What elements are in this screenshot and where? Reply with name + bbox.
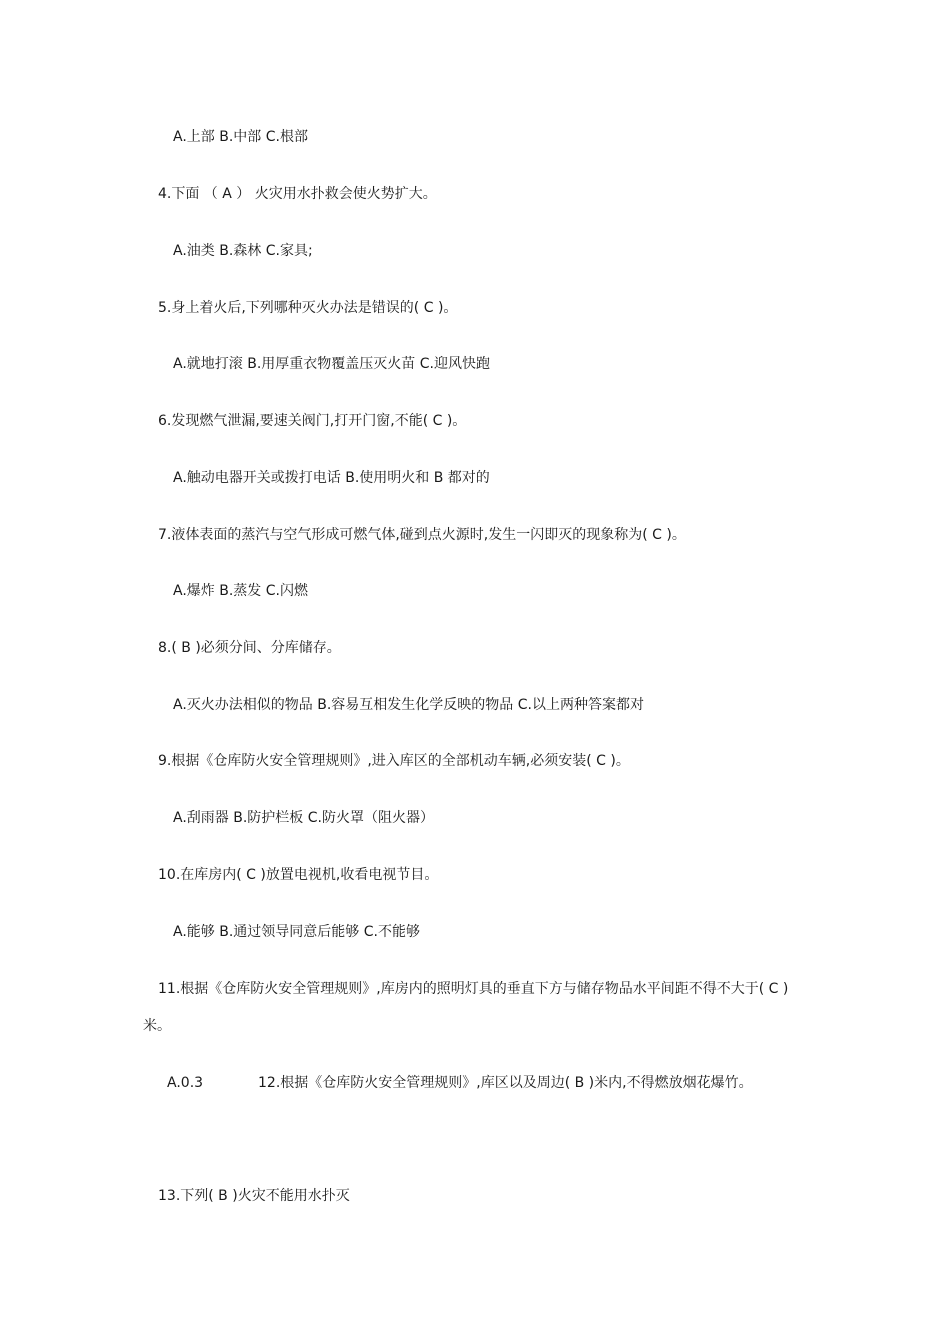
question-11: 11.根据《仓库防火安全管理规则》,库房内的照明灯具的垂直下方与储存物品水平间距不得不大于( C ) xyxy=(158,981,789,997)
question-6: 6.发现燃气泄漏,要速关阀门,打开门窗,不能( C )。 xyxy=(158,413,467,429)
question-11-continuation: 米。 xyxy=(143,1018,171,1034)
option-line-q11: A.0.3 xyxy=(167,1075,204,1091)
question-7: 7.液体表面的蒸汽与空气形成可燃气体,碰到点火源时,发生一闪即灭的现象称为( C )。 xyxy=(158,527,686,543)
option-line-q9: A.刮雨器 B.防护栏板 C.防火罩（阻火器） xyxy=(173,810,434,826)
option-line-q8: A.灭火办法相似的物品 B.容易互相发生化学反映的物品 C.以上两种答案都对 xyxy=(173,697,644,713)
option-line-q6: A.触动电器开关或拨打电话 B.使用明火和 B 都对的 xyxy=(173,470,490,486)
question-10: 10.在库房内( C )放置电视机,收看电视节目。 xyxy=(158,867,439,883)
question-12: 12.根据《仓库防火安全管理规则》,库区以及周边( B )米内,不得燃放烟花爆竹。 xyxy=(258,1075,753,1091)
option-line-q3: A.上部 B.中部 C.根部 xyxy=(173,129,308,145)
option-line-q10: A.能够 B.通过领导同意后能够 C.不能够 xyxy=(173,924,420,940)
option-line-q4: A.油类 B.森林 C.家具; xyxy=(173,243,313,259)
question-9: 9.根据《仓库防火安全管理规则》,进入库区的全部机动车辆,必须安装( C )。 xyxy=(158,753,630,769)
option-line-q7: A.爆炸 B.蒸发 C.闪燃 xyxy=(173,583,308,599)
option-line-q5: A.就地打滚 B.用厚重衣物覆盖压灭火苗 C.迎风快跑 xyxy=(173,356,490,372)
question-13: 13.下列( B )火灾不能用水扑灭 xyxy=(158,1188,350,1204)
question-5: 5.身上着火后,下列哪种灭火办法是错误的( C )。 xyxy=(158,300,458,316)
question-4: 4.下面 （ A ） 火灾用水扑救会使火势扩大。 xyxy=(158,186,437,202)
question-8: 8.( B )必须分间、分库储存。 xyxy=(158,640,341,656)
